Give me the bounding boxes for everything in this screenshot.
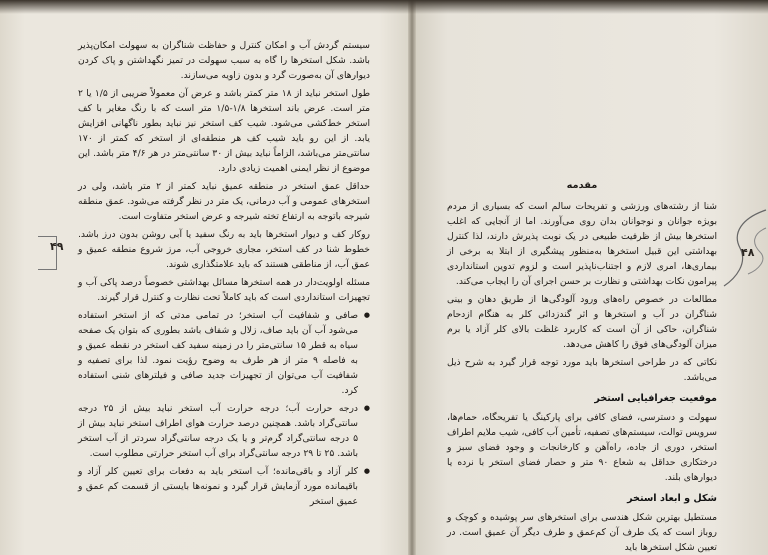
paragraph: سیستم گردش آب و امکان کنترل و حفاظت شناگران به سهولت امکان‌پذیر باشد. شکل استخرها را گاه به سبب سهولت در تمیز نگهداشتن و پاک کردن دیوارهای آن به‌صورت گرد و بدون زاویه می‌سازند. <box>78 40 370 81</box>
paragraph: مسئله اولویت‌دار در همه استخرها مسائل بهداشتی خصوصاً درصد پاکی آب و تجهیزات استانداردی است که باید کاملاً تحت نظارت و کنترل قرار گیرند. <box>78 277 370 303</box>
page-number: ۴۹ <box>50 240 64 253</box>
paragraph: حداقل عمق استخر در منطقه عمیق نباید کمتر از ۲ متر باشد، ولی در استخرهای عمومی و آب درمانی، یک متر در نظر گرفته می‌شود. عمق منطقه شیرجه باتوجه به ارتفاع تخته شیرجه و عرض استخر متفاوت است. <box>78 181 370 222</box>
paragraph: سهولت و دسترسی، فضای کافی برای پارکینگ یا تفریحگاه، حمام‌ها، سرویس توالت، سیستم‌های تصفیه، تأمین آب کافی، شیب ملایم اطراف استخر، دوری از جاده، راه‌آهن و کارخانجات و وجود فضای سبز و درختکاری حداقل به شعاع ۹۰ متر و حصار فضای استخر با نرده یا دیوارهای بلند. <box>447 412 717 483</box>
section-heading: شکل و ابعاد استخر <box>627 493 717 504</box>
section-heading: موقعیت جغرافیایی استخر <box>594 393 717 404</box>
paragraph: شنا از رشته‌های ورزشی و تفریحات سالم است که بسیاری از مردم بویژه جوانان و نوجوانان بدان روی می‌آورند. اما از آنجایی که اغلب استخرها بیش از ظرفیت طبیعی در یک نوبت پذیرش دارند، لذا کنترل بهداشتی این قبیل استخرها به‌منظور پیشگیری از ابتلا به برخی از بیماری‌ها، امری لازم و اجتناب‌ناپذیر است و لزوم تدوین استانداردی پیرامون نکات بهداشتی و نظارت بر حسن اجرای آن را ایجاب می‌کند. <box>447 201 717 287</box>
list-item: ● کلر آزاد و باقی‌مانده؛ آب استخر باید به دفعات برای تعیین کلر آزاد و باقیمانده مورد آزمایش قرار گیرد و نمونه‌ها بایستی از قسمت کم عمق و عمیق استخر <box>78 464 358 509</box>
paragraph: روکار کف و دیوار استخرها باید به رنگ سفید یا آبی روشن بدون درز باشد. خطوط شنا در کف استخر، مجاری خروجی آب، مرز شروع منطقه عمیق و عمق آب، از مناطقی هستند که باید علامتگذاری شوند. <box>78 229 370 270</box>
section-title: مقدمه <box>566 180 598 191</box>
list-item: ● درجه حرارت آب؛ درجه حرارت آب استخر نباید بیش از ۲۵ درجه سانتی‌گراد باشد. همچنین درصد حرارت هوای اطراف استخر نباید بیش از ۵ درجه سانتی‌گراد گرم‌تر و یا یک درجه سانتی‌گراد سردتر از آب استخر باشد. ۲۵ تا ۲۹ درجه سانتی‌گراد برای آب استخر حرارتی مطلوب است. <box>78 401 358 461</box>
right-page-text <box>447 178 717 555</box>
list-item: ● صافی و شفافیت آب استخر؛ در تمامی مدتی که از استخر استفاده می‌شود آب آن باید صاف، زلال و شفاف باشد بطوری که بتوان یک صفحه سیاه به قطر ۱۵ سانتی‌متر را در زمینه سفید کف استخر در نقطه عمیق و به فاصله ۹ متر از هر طرف به وضوح رؤیت نمود. لذا برای تصفیه و شفافیت آب می‌توان از تجهیزات جدید صافی و فیلترهای شنی استفاده کرد. <box>78 308 358 398</box>
paragraph: طول استخر نباید از ۱۸ متر کمتر باشد و عرض آن معمولاً ضریبی از ۱/۵ یا ۲ متر است. عرض باند استخرها ۱/۸-۱/۵ متر است که با رنگ مغایر با کف استخر خط‌کشی می‌شود. شیب کف استخر نیز نباید بطور ناگهانی افزایش یابد. از این رو باید شیب کف هر منطقه‌ای از استخر که کمتر از ۱۷۰ سانتی‌متر می‌باشد، الزاماً نباید بیش از ۳۰ سانتی‌متر در هر ۴/۶ متر باشد. این موضوع از نظر ایمنی اهمیت زیادی دارد. <box>78 88 371 174</box>
paragraph: مطالعات در خصوص راه‌های ورود آلودگی‌ها از طریق دهان و بینی شناگران در آب و استخرها و اثر گندزدائی کلر به هنگام ازدحام شناگران، حاکی از آن است که کاربرد غلظت بالای کلر آزاد یا برم میزان آلودگی‌های فوق را کاهش می‌دهد. <box>447 294 717 350</box>
top-shadow <box>0 0 768 14</box>
book-spine <box>408 0 416 555</box>
left-page-text <box>78 38 370 512</box>
paragraph: نکاتی که در طراحی استخرها باید مورد توجه قرار گیرد به شرح ذیل می‌باشد. <box>447 357 717 383</box>
bullet-list <box>78 308 370 509</box>
paragraph: مستطیل بهترین شکل هندسی برای استخرهای سر پوشیده و کوچک و روباز است که یک طرف آن کم‌عمق و طرف دیگر آن عمیق است. در تعیین شکل استخرها باید <box>447 512 717 553</box>
page-number: ۴۸ <box>741 246 755 259</box>
right-page <box>412 0 768 555</box>
